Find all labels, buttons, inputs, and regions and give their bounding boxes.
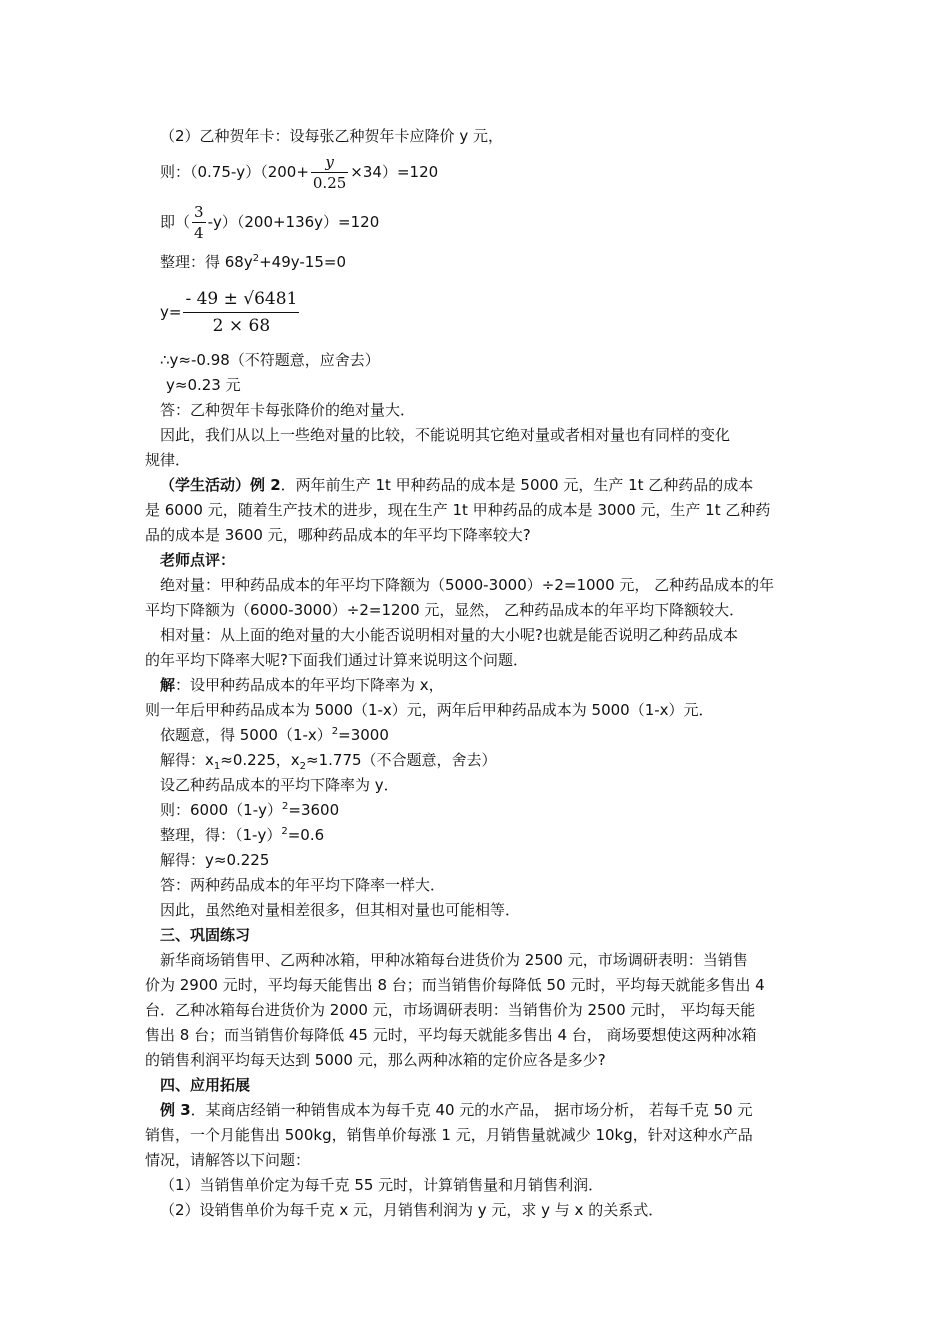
superscript: 2: [252, 253, 260, 264]
text-line: 的年平均下降率大呢?下面我们通过计算来说明这个问题．: [145, 651, 528, 669]
text-line: 设乙种药品成本的平均下降率为 y．: [160, 776, 399, 794]
equation-text: y=: [160, 303, 182, 321]
superscript: 2: [282, 801, 289, 812]
text-line: 台．乙种冰箱每台进货价为 2000 元，市场调研表明：当销售价为 2500 元时， 平均每天能: [145, 1001, 756, 1019]
text-line: （1）当销售单价定为每千克 55 元时，计算销售量和月销售利润．: [160, 1176, 604, 1194]
equation-line: [160, 723, 824, 747]
equation-line: [160, 823, 824, 847]
superscript: 2: [331, 726, 339, 737]
fraction-numerator: 3: [194, 203, 204, 221]
text-line: 是 6000 元，随着生产技术的进步，现在生产 1t 甲种药品的成本是 3000 元，生产 1t 乙种药: [145, 501, 771, 519]
subscript: 2: [299, 761, 307, 772]
equation-text: ≈1.775（不合题意，舍去）: [306, 751, 497, 769]
section-label: 老师点评：: [160, 551, 236, 569]
text-line: 销售，一个月能售出 500kg，销售单价每涨 1 元，月销售量就减少 10kg，针对这种水产品: [145, 1126, 753, 1144]
text-line: 答：乙种贺年卡每张降价的绝对量大．: [160, 401, 416, 419]
text-line: 因此，我们从以上一些绝对量的比较，不能说明其它绝对量或者相对量也有同样的变化: [160, 426, 731, 444]
equation-text: =3000: [338, 726, 389, 744]
text-line: 平均下降额为（6000-3000）÷2=1200 元，显然， 乙种药品成本的年平均下降额较大．: [145, 601, 745, 619]
equation-text: 整理，得：（1-y）: [160, 826, 282, 844]
fraction: [192, 202, 206, 243]
equation-line: [160, 250, 824, 274]
text-line: 情况，请解答以下问题：: [145, 1151, 311, 1169]
equation-text: ≈0.225，x: [220, 751, 300, 769]
equation-text: 即（: [160, 213, 191, 231]
text-line: 则一年后甲种药品成本为 5000（1-x）元，两年后甲种药品成本为 5000（1-x）元．: [145, 701, 714, 719]
text-span: ．两年前生产 1t 甲种药品的成本是 5000 元，生产 1t 乙种药品的成本: [280, 476, 754, 494]
text-line: 绝对量：甲种药品成本的年平均下降额为（5000-3000）÷2=1000 元， 乙种药品成本的年: [160, 576, 775, 594]
equation-text: -y）（200+136y）=120: [207, 213, 380, 231]
text-line: 规律．: [145, 451, 191, 469]
text-span: ．某商店经销一种销售成本为每千克 40 元的水产品， 据市场分析， 若每千克 50 元: [190, 1101, 753, 1119]
equation-line: [160, 748, 824, 772]
superscript: 2: [281, 826, 288, 837]
text-line: 价为 2900 元时，平均每天能售出 8 台；而当销售价每降低 50 元时，平均每天就能多售出 4: [145, 976, 765, 994]
text-line: [160, 473, 824, 497]
section-heading: 三、巩固练习: [160, 926, 251, 944]
subscript: 1: [213, 761, 221, 772]
text-line: 售出 8 台；而当销售价每降低 45 元时，平均每天就能多售出 4 台， 商场要想使这两种冰箱: [145, 1026, 757, 1044]
solution-label: 解: [160, 676, 176, 694]
text-line: [160, 1098, 824, 1122]
fraction-denominator: 2 × 68: [183, 312, 299, 339]
equation-text: 则：6000（1-y）: [160, 801, 283, 819]
equation-text: 依题意，得 5000（1-x）: [160, 726, 332, 744]
equation-text: =0.6: [287, 826, 325, 844]
text-line: 因此，虽然绝对量相差很多，但其相对量也可能相等．: [160, 901, 521, 919]
fraction-numerator: y: [325, 153, 334, 171]
fraction: [311, 152, 348, 193]
equation-line: [160, 798, 824, 822]
equation-text: 解得：x: [160, 751, 214, 769]
equation-text: 则：（0.75-y）（200+: [160, 163, 309, 181]
text-line: y≈0.23 元: [166, 376, 241, 394]
fraction-numerator: - 49 ± √6481: [185, 289, 298, 309]
text-line: （2）乙种贺年卡：设每张乙种贺年卡应降价 y 元，: [160, 127, 503, 145]
equation-line: [160, 152, 824, 193]
equation-text: ×34）=120: [350, 163, 439, 181]
text-line: [160, 673, 824, 697]
equation-text: +49y-15=0: [259, 253, 346, 271]
equation-line: [160, 202, 824, 243]
text-line: 品的成本是 3600 元，哪种药品成本的年平均下降率较大?: [145, 526, 531, 544]
example-label: （学生活动）例 2: [160, 476, 281, 494]
equation-line: [160, 286, 824, 339]
section-heading: 四、应用拓展: [160, 1076, 251, 1094]
text-line: （2）设销售单价为每千克 x 元，月销售利润为 y 元，求 y 与 x 的关系式．: [160, 1201, 664, 1219]
text-line: ∴y≈-0.98（不符题意，应舍去）: [160, 351, 380, 369]
equation-text: =3600: [288, 801, 340, 819]
text-line: 答：两种药品成本的年平均下降率一样大．: [160, 876, 446, 894]
quadratic-fraction: [183, 286, 299, 339]
text-line: 相对量：从上面的绝对量的大小能否说明相对量的大小呢?也就是能否说明乙种药品成本: [160, 626, 738, 644]
text-span: ：设甲种药品成本的年平均下降率为 x，: [175, 676, 444, 694]
fraction-denominator: 4: [194, 224, 204, 242]
fraction-denominator: 0.25: [312, 174, 347, 192]
text-line: 的销售利润平均每天达到 5000 元，那么两种冰箱的定价应各是多少?: [145, 1051, 606, 1069]
text-line: 解得：y≈0.225: [160, 851, 270, 869]
example-label: 例 3: [160, 1101, 191, 1119]
text-line: 新华商场销售甲、乙两种冰箱，甲种冰箱每台进货价为 2500 元，市场调研表明：当销售: [160, 951, 748, 969]
equation-text: 整理：得 68y: [160, 253, 253, 271]
